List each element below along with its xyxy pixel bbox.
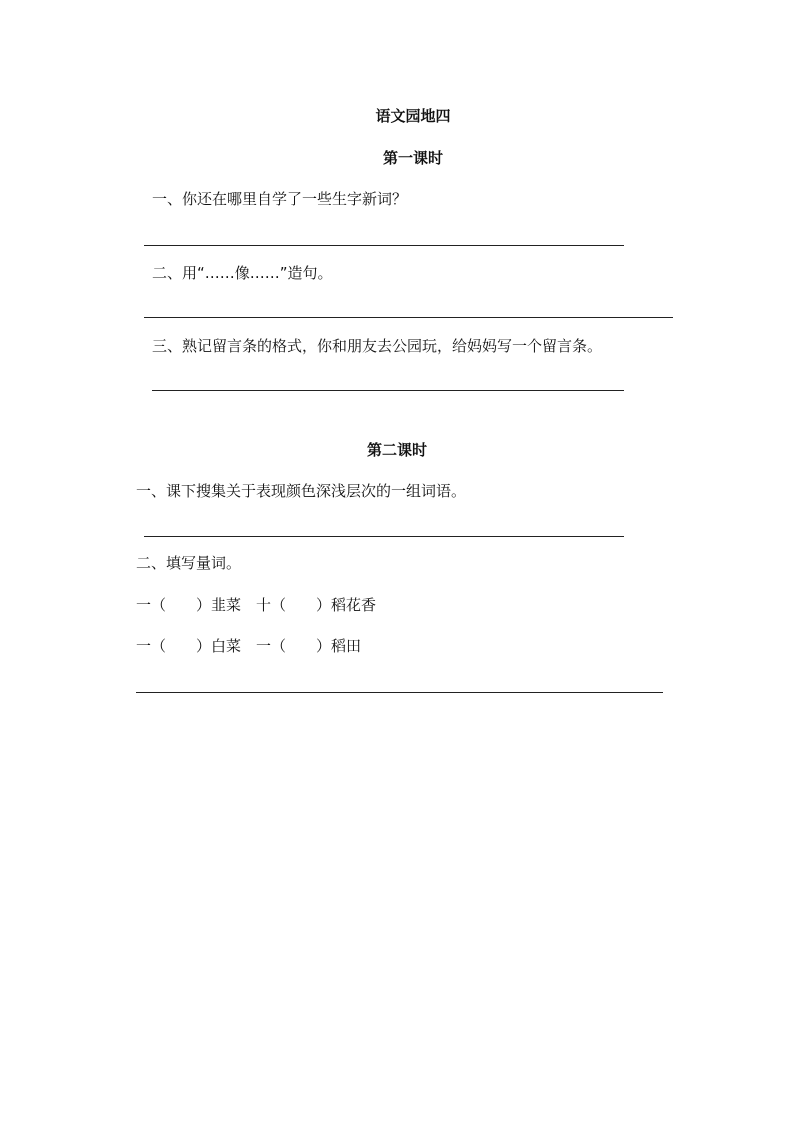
lesson-2-heading: 第二课时: [366, 441, 428, 459]
answer-line: [152, 390, 624, 391]
answer-line: [136, 692, 663, 693]
measure-word-row-1: 一（ ）韭菜 十（ ）稻花香: [136, 596, 377, 614]
answer-line: [144, 245, 624, 246]
measure-word-row-2: 一（ ）白菜 一（ ）稻田: [136, 637, 362, 655]
lesson-2-question-2: 二、填写量词。: [136, 554, 242, 572]
page-title: 语文园地四: [375, 107, 451, 125]
lesson-1-question-3: 三、熟记留言条的格式，你和朋友去公园玩，给妈妈写一个留言条。: [152, 337, 603, 355]
lesson-1-heading: 第一课时: [382, 149, 444, 167]
answer-line: [144, 317, 673, 318]
lesson-2-question-1: 一、课下搜集关于表现颜色深浅层次的一组词语。: [136, 482, 467, 500]
lesson-1-question-1: 一、你还在哪里自学了一些生字新词？: [152, 190, 408, 208]
answer-line: [144, 536, 624, 537]
lesson-1-question-2: 二、用“……像……”造句。: [152, 264, 333, 282]
